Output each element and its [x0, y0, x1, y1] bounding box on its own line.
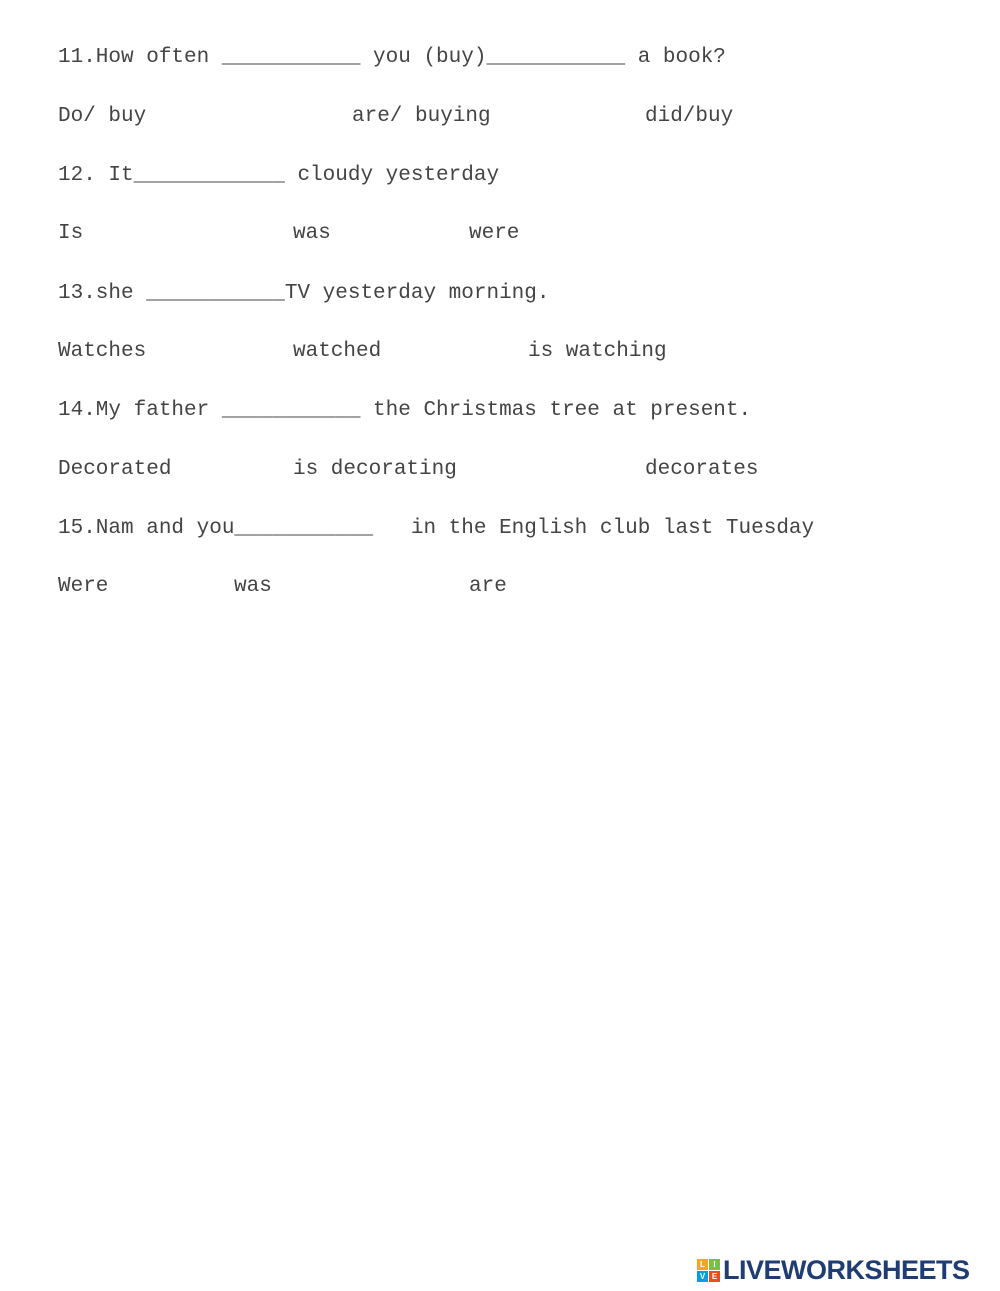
q12-option-c: were: [469, 222, 520, 245]
logo-text: LIVEWORKSHEETS: [723, 1254, 970, 1285]
logo-block-e: E: [709, 1271, 720, 1282]
q11-option-b: are/ buying: [352, 105, 491, 128]
question-11: 11.How often ___________ you (buy)___________ a book?: [58, 46, 726, 69]
q12-option-b: was: [293, 222, 331, 245]
logo-block-v: V: [697, 1271, 708, 1282]
q14-option-a: Decorated: [58, 458, 172, 481]
q12-option-a: Is: [58, 222, 84, 245]
q14-option-c: decorates: [645, 458, 759, 481]
q13-option-a: Watches: [58, 340, 147, 363]
liveworksheets-logo: [697, 1254, 970, 1286]
logo-blocks-icon: [697, 1259, 720, 1282]
q13-option-b: watched: [293, 340, 382, 363]
q14-option-b: is decorating: [293, 458, 457, 481]
question-13: 13.she ___________TV yesterday morning.: [58, 282, 550, 305]
question-12: 12. It____________ cloudy yesterday: [58, 164, 500, 187]
logo-block-i: I: [709, 1259, 720, 1270]
q15-option-c: are: [469, 575, 507, 598]
q13-option-c: is watching: [528, 340, 667, 363]
logo-block-l: L: [697, 1259, 708, 1270]
question-15: 15.Nam and you___________ in the English club last Tuesday: [58, 517, 815, 540]
q11-option-c: did/buy: [645, 105, 734, 128]
question-14: 14.My father ___________ the Christmas tree at present.: [58, 399, 752, 422]
q15-option-b: was: [234, 575, 272, 598]
q11-option-a: Do/ buy: [58, 105, 147, 128]
q15-option-a: Were: [58, 575, 109, 598]
